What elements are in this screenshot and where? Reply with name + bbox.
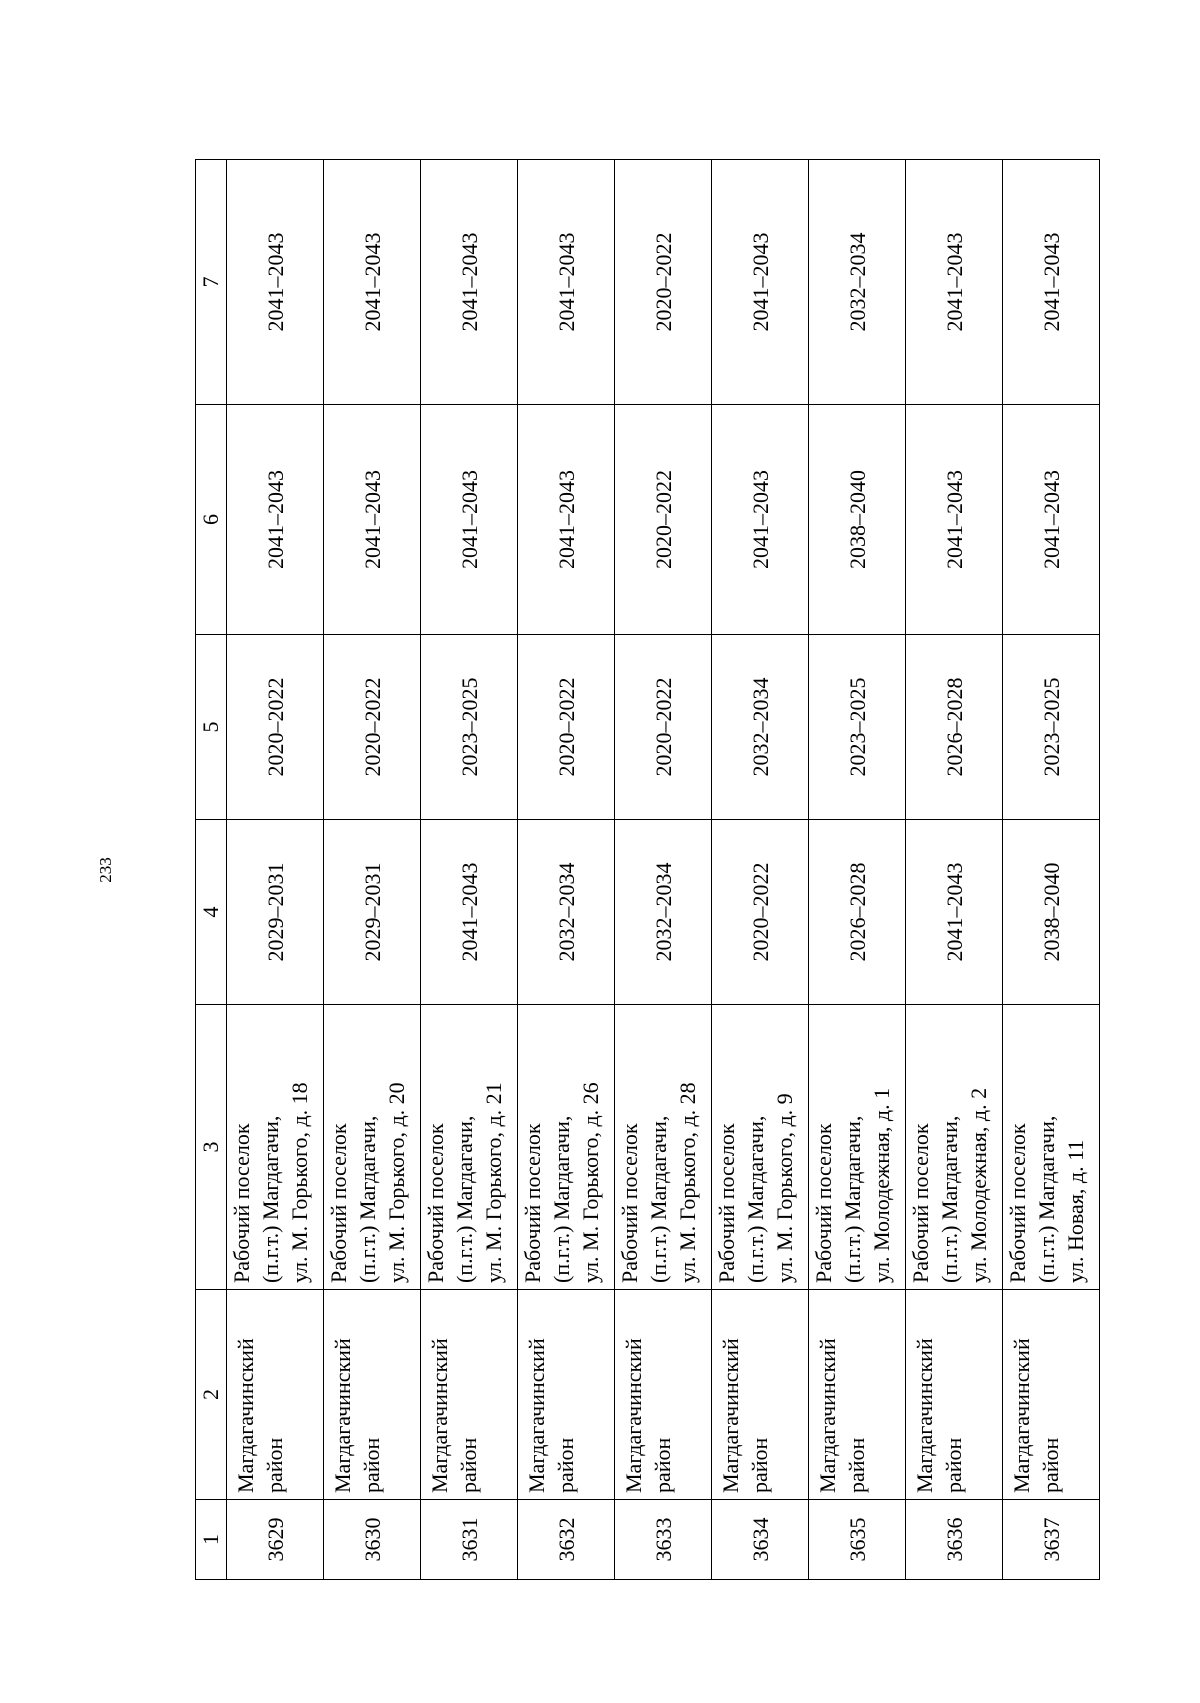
period-cell-col5 (227, 635, 324, 820)
period-cell-col6-line: 2041–2043 (456, 470, 482, 569)
address-cell (712, 1005, 809, 1290)
district-cell-line: район (941, 1437, 966, 1493)
district-cell-line: Магдагачинский (233, 1338, 258, 1493)
period-cell-col6 (324, 405, 421, 635)
district-cell (712, 1290, 809, 1500)
table-row (712, 160, 809, 1580)
address-cell-line: Рабочий поселок (714, 1123, 739, 1283)
district-cell-line: район (359, 1437, 384, 1493)
row-number-cell-line: 3629 (262, 1517, 288, 1562)
district-cell-line: Магдагачинский (815, 1338, 840, 1493)
period-cell-col7-line: 2032–2034 (844, 232, 870, 332)
district-cell-line: Магдагачинский (1009, 1338, 1034, 1493)
address-cell-line: ул. М. Горького, д. 20 (384, 1082, 409, 1283)
row-number-cell-line: 3632 (553, 1517, 579, 1562)
schedule-table (195, 159, 1100, 1580)
address-cell-line: Рабочий поселок (617, 1123, 642, 1283)
address-cell-line: Рабочий поселок (423, 1123, 448, 1283)
period-cell-col4 (227, 820, 324, 1005)
address-cell-line: Рабочий поселок (1005, 1123, 1030, 1283)
period-cell-col4-line: 2032–2034 (553, 862, 579, 962)
row-number-cell-line: 3636 (941, 1517, 967, 1562)
table-row (227, 160, 324, 1580)
period-cell-col6 (518, 405, 615, 635)
table-row (615, 160, 712, 1580)
district-cell-line: район (844, 1437, 869, 1493)
address-cell-line: ул. М. Горького, д. 18 (287, 1082, 312, 1283)
address-cell-line: (п.г.т.) Магдагачи, (549, 1115, 574, 1283)
period-cell-col6-line: 2041–2043 (359, 470, 385, 569)
period-cell-col4-line: 2020–2022 (747, 862, 773, 962)
period-cell-col7 (421, 160, 518, 405)
period-cell-col5 (809, 635, 906, 820)
period-cell-col6-line: 2020–2022 (650, 470, 676, 569)
period-cell-col7-line: 2020–2022 (650, 232, 676, 332)
address-cell (1003, 1005, 1100, 1290)
period-cell-col4-line: 2041–2043 (456, 862, 482, 962)
address-cell-line: ул. Новая, д. 11 (1063, 1139, 1088, 1283)
row-number-cell (809, 1500, 906, 1580)
period-cell-col5 (615, 635, 712, 820)
address-cell-line: ул. Молодежная, д. 2 (966, 1087, 991, 1283)
period-cell-col7-line: 2041–2043 (553, 232, 579, 332)
page-number: 233 (96, 857, 115, 883)
period-cell-col5-line: 2020–2022 (650, 677, 676, 777)
period-cell-col4 (324, 820, 421, 1005)
period-cell-col5 (421, 635, 518, 820)
address-cell-line: Рабочий поселок (229, 1123, 254, 1283)
period-cell-col5 (518, 635, 615, 820)
period-cell-col5-line: 2020–2022 (262, 677, 288, 777)
period-cell-col5-line: 2020–2022 (553, 677, 579, 777)
address-cell-line: Рабочий поселок (520, 1123, 545, 1283)
period-cell-col4 (712, 820, 809, 1005)
district-cell-line: Магдагачинский (330, 1338, 355, 1493)
table-row (518, 160, 615, 1580)
period-cell-col7 (324, 160, 421, 405)
district-cell-line: Магдагачинский (912, 1338, 937, 1493)
period-cell-col7 (1003, 160, 1100, 405)
district-cell-line: район (747, 1437, 772, 1493)
column-header-7: 7 (196, 160, 227, 405)
period-cell-col7-line: 2041–2043 (941, 232, 967, 332)
district-cell (906, 1290, 1003, 1500)
period-cell-col4 (809, 820, 906, 1005)
period-cell-col4-line: 2038–2040 (1038, 862, 1064, 962)
district-cell-line: район (650, 1437, 675, 1493)
period-cell-col6 (1003, 405, 1100, 635)
row-number-cell (1003, 1500, 1100, 1580)
address-cell (421, 1005, 518, 1290)
header-row (196, 160, 227, 1580)
period-cell-col5-line: 2026–2028 (941, 677, 967, 777)
address-cell-line: ул. М. Горького, д. 21 (481, 1082, 506, 1283)
period-cell-col5-line: 2023–2025 (844, 677, 870, 777)
table-body (227, 160, 1100, 1580)
rotated-table-container (195, 160, 1100, 1580)
table-row (906, 160, 1003, 1580)
district-cell-line: Магдагачинский (524, 1338, 549, 1493)
period-cell-col5 (906, 635, 1003, 820)
row-number-cell (324, 1500, 421, 1580)
period-cell-col7-line: 2041–2043 (1038, 232, 1064, 332)
row-number-cell (227, 1500, 324, 1580)
column-header-5: 5 (196, 635, 227, 820)
period-cell-col6 (712, 405, 809, 635)
period-cell-col7 (712, 160, 809, 405)
district-cell (227, 1290, 324, 1500)
period-cell-col6-line: 2038–2040 (844, 470, 870, 569)
period-cell-col4-line: 2032–2034 (650, 862, 676, 962)
address-cell (324, 1005, 421, 1290)
table-row (324, 160, 421, 1580)
address-cell-line: (п.г.т.) Магдагачи, (646, 1115, 671, 1283)
period-cell-col4 (615, 820, 712, 1005)
period-cell-col6-line: 2041–2043 (1038, 470, 1064, 569)
period-cell-col5 (324, 635, 421, 820)
address-cell (518, 1005, 615, 1290)
period-cell-col5 (712, 635, 809, 820)
row-number-cell-line: 3631 (456, 1517, 482, 1562)
period-cell-col7 (906, 160, 1003, 405)
row-number-cell (712, 1500, 809, 1580)
address-cell (227, 1005, 324, 1290)
column-header-4: 4 (196, 820, 227, 1005)
row-number-cell-line: 3634 (747, 1517, 773, 1562)
period-cell-col7 (227, 160, 324, 405)
period-cell-col7 (615, 160, 712, 405)
district-cell (518, 1290, 615, 1500)
address-cell-line: (п.г.т.) Магдагачи, (452, 1115, 477, 1283)
district-cell (324, 1290, 421, 1500)
address-cell-line: (п.г.т.) Магдагачи, (258, 1115, 283, 1283)
row-number-cell-line: 3633 (650, 1517, 676, 1562)
district-cell-line: Магдагачинский (718, 1338, 743, 1493)
address-cell (809, 1005, 906, 1290)
address-cell-line: (п.г.т.) Магдагачи, (743, 1115, 768, 1283)
period-cell-col7-line: 2041–2043 (262, 232, 288, 332)
period-cell-col5-line: 2020–2022 (359, 677, 385, 777)
period-cell-col4 (1003, 820, 1100, 1005)
district-cell-line: Магдагачинский (427, 1338, 452, 1493)
row-number-cell-line: 3637 (1038, 1517, 1064, 1562)
address-cell-line: (п.г.т.) Магдагачи, (937, 1115, 962, 1283)
period-cell-col4-line: 2029–2031 (359, 862, 385, 962)
period-cell-col7-line: 2041–2043 (359, 232, 385, 332)
district-cell-line: район (456, 1437, 481, 1493)
period-cell-col7 (809, 160, 906, 405)
period-cell-col7-line: 2041–2043 (456, 232, 482, 332)
row-number-cell-line: 3635 (844, 1517, 870, 1562)
address-cell-line: (п.г.т.) Магдагачи, (1034, 1115, 1059, 1283)
district-cell (615, 1290, 712, 1500)
column-header-6: 6 (196, 405, 227, 635)
row-number-cell-line: 3630 (359, 1517, 385, 1562)
period-cell-col6 (906, 405, 1003, 635)
address-cell-line: Рабочий поселок (908, 1123, 933, 1283)
period-cell-col5-line: 2032–2034 (747, 677, 773, 777)
table-row (421, 160, 518, 1580)
period-cell-col7 (518, 160, 615, 405)
period-cell-col4-line: 2026–2028 (844, 862, 870, 962)
row-number-cell (615, 1500, 712, 1580)
period-cell-col6-line: 2041–2043 (262, 470, 288, 569)
column-header-3: 3 (196, 1005, 227, 1290)
period-cell-col4-line: 2041–2043 (941, 862, 967, 962)
period-cell-col5-line: 2023–2025 (456, 677, 482, 777)
column-header-1: 1 (196, 1500, 227, 1580)
address-cell-line: ул. Молодежная, д. 1 (869, 1087, 894, 1283)
district-cell (1003, 1290, 1100, 1500)
address-cell-line: (п.г.т.) Магдагачи, (840, 1115, 865, 1283)
row-number-cell (906, 1500, 1003, 1580)
table-row (1003, 160, 1100, 1580)
address-cell-line: ул. М. Горького, д. 28 (675, 1082, 700, 1283)
period-cell-col6-line: 2041–2043 (941, 470, 967, 569)
address-cell (615, 1005, 712, 1290)
period-cell-col4-line: 2029–2031 (262, 862, 288, 962)
period-cell-col6 (227, 405, 324, 635)
address-cell-line: Рабочий поселок (811, 1123, 836, 1283)
address-cell-line: Рабочий поселок (326, 1123, 351, 1283)
address-cell-line: ул. М. Горького, д. 9 (772, 1093, 797, 1283)
district-cell (421, 1290, 518, 1500)
district-cell-line: Магдагачинский (621, 1338, 646, 1493)
column-header-2: 2 (196, 1290, 227, 1500)
table-row (809, 160, 906, 1580)
period-cell-col5 (1003, 635, 1100, 820)
period-cell-col6 (615, 405, 712, 635)
period-cell-col6-line: 2041–2043 (747, 470, 773, 569)
period-cell-col5-line: 2023–2025 (1038, 677, 1064, 777)
district-cell-line: район (1038, 1437, 1063, 1493)
district-cell-line: район (262, 1437, 287, 1493)
address-cell-line: ул. М. Горького, д. 26 (578, 1082, 603, 1283)
district-cell (809, 1290, 906, 1500)
address-cell-line: (п.г.т.) Магдагачи, (355, 1115, 380, 1283)
period-cell-col4 (906, 820, 1003, 1005)
district-cell-line: район (553, 1437, 578, 1493)
period-cell-col7-line: 2041–2043 (747, 232, 773, 332)
row-number-cell (518, 1500, 615, 1580)
period-cell-col4 (421, 820, 518, 1005)
period-cell-col6-line: 2041–2043 (553, 470, 579, 569)
address-cell (906, 1005, 1003, 1290)
period-cell-col6 (421, 405, 518, 635)
period-cell-col4 (518, 820, 615, 1005)
period-cell-col6 (809, 405, 906, 635)
row-number-cell (421, 1500, 518, 1580)
